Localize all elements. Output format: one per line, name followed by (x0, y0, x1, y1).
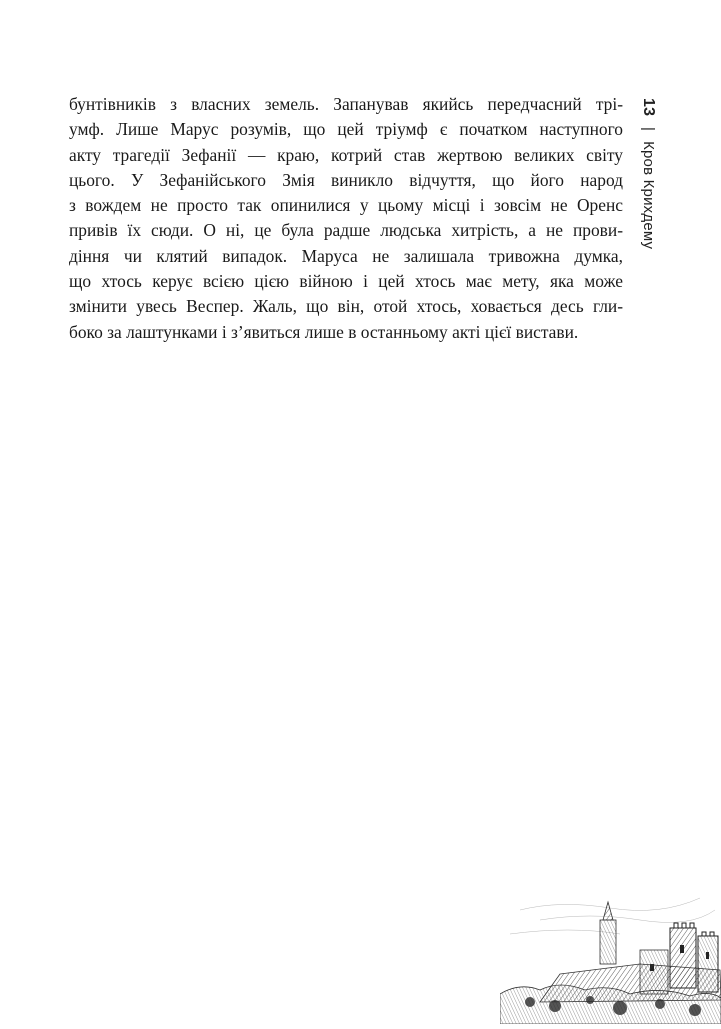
text-line: цього. У Зефанійського Змія виникло відчуття, що його народ (69, 169, 623, 190)
text-line: привів їх сюди. О ні, це була радше людська хитрість, а не прови- (69, 220, 623, 241)
text-line: бунтівників з власних земель. Запанував якийсь передчасний трі- (69, 94, 623, 114)
running-head (639, 98, 657, 249)
text-line: акту трагедії Зефанії — краю, котрий став жертвою великих світу (69, 144, 623, 165)
running-head-separator: | (640, 126, 657, 131)
text-line: з вождем не просто так опинилися у цьому місці і зовсім не Оренс (69, 195, 623, 216)
book-title: Кров Крихдему (640, 141, 657, 250)
castle-sketch-icon (500, 890, 721, 1024)
text-line: боко за лаштунками і з’явиться лише в останньому акті цієї вистави. (69, 321, 579, 342)
page-number: 13 (640, 98, 657, 117)
text-line: умф. Лише Марус розумів, що цей тріумф є початком наступного (69, 119, 623, 140)
text-line: змінити увесь Веспер. Жаль, що він, отой хтось, ховається десь гли- (69, 296, 623, 317)
text-line: діння чи клятий випадок. Маруса не залишала тривожна думка, (69, 245, 623, 266)
text-line: що хтось керує всією цією війною і цей хтось має мету, яка може (69, 271, 623, 292)
body-text (69, 92, 623, 345)
